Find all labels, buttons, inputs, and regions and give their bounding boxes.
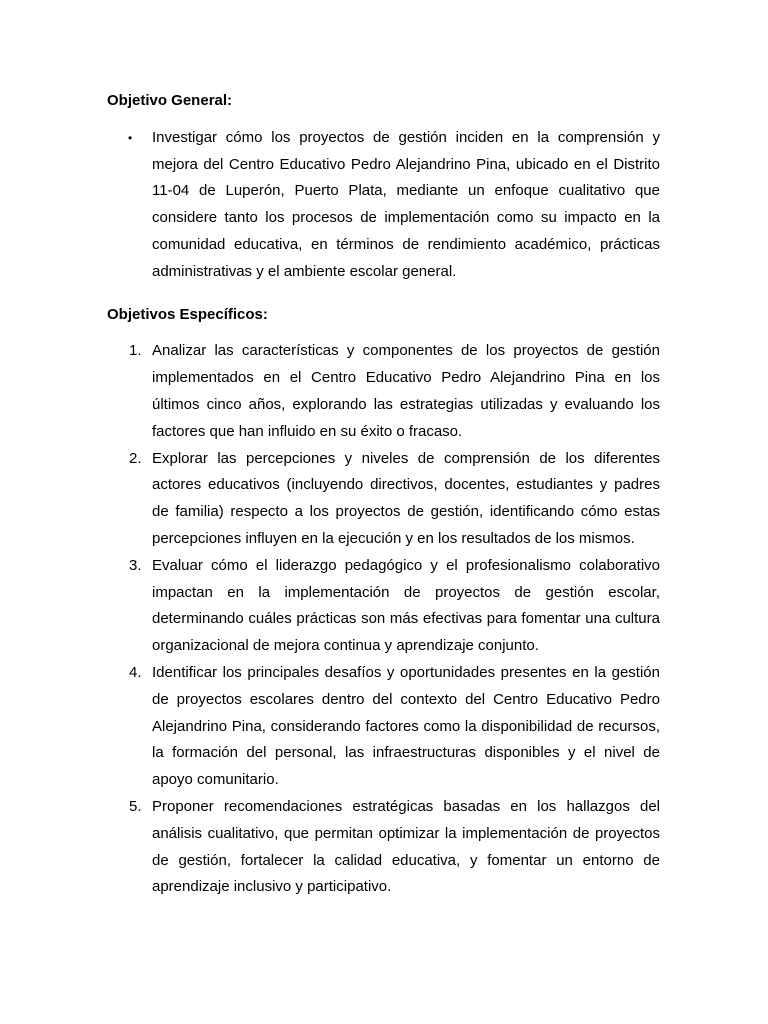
list-item: [107, 660, 660, 794]
item-number: 5.: [129, 797, 142, 815]
item-text: Identificar los principales desafíos y oportunidades presentes en la gestión de proyectos escolares dentro del contexto del Centro Educativo Pedro Alejandrino Pina, considerando factores como la disponibilidad de recursos, la formación del personal, las infraestructuras disponibles y el nivel de apoyo comunitario.: [152, 663, 660, 789]
specific-objectives-list: [107, 338, 660, 901]
specific-objectives-heading: Objetivos Específicos:: [107, 305, 268, 323]
general-objective-heading: Objetivo General:: [107, 92, 233, 109]
bullet-icon: •: [128, 130, 133, 145]
document-page: [107, 88, 660, 901]
item-text: Proponer recomendaciones estratégicas basadas en los hallazgos del análisis cualitativo, que permitan optimizar la implementación de proyectos de gestión, fortalecer la calidad educativa, y fomentar un entorno de aprendizaje inclusivo y participativo.: [152, 797, 660, 896]
item-text: Analizar las características y componentes de los proyectos de gestión implementados en el Centro Educativo Pedro Alejandrino Pina en los últimos cinco años, explorando las estrategias utilizadas y evaluando los factores que han influido en su éxito o fracaso.: [152, 342, 660, 440]
general-objective-text: Investigar cómo los proyectos de gestión inciden en la comprensión y mejora del Centro Educativo Pedro Alejandrino Pina, ubicado en el Distrito 11-04 de Luperón, Puerto Plata, mediante un enfoque cualitativo que considere tanto los procesos de implementación como su impacto en la comunidad educativa, en términos de rendimiento académico, prácticas administrativas y el ambiente escolar general.: [152, 128, 660, 280]
item-number: 3.: [129, 556, 142, 574]
list-item: [107, 338, 660, 445]
list-item: [107, 125, 660, 286]
item-number: 2.: [129, 449, 142, 467]
item-text: Explorar las percepciones y niveles de comprensión de los diferentes actores educativos (incluyendo directivos, docentes, estudiantes y padres de familia) respecto a los proyectos de gestión, identificando cómo estas percepciones influyen en la ejecución y en los resultados de los mismos.: [152, 449, 660, 547]
list-item: [107, 446, 660, 553]
general-objective-list: [107, 125, 660, 286]
list-item: [107, 553, 660, 660]
item-text: Evaluar cómo el liderazgo pedagógico y el profesionalismo colaborativo impactan en la implementación de proyectos de gestión escolar, determinando cuáles prácticas son más efectivas para fomentar una cultura organizacional de mejora continua y aprendizaje conjunto.: [152, 556, 660, 655]
list-item: [107, 794, 660, 901]
item-number: 1.: [129, 342, 142, 360]
item-number: 4.: [129, 663, 142, 681]
